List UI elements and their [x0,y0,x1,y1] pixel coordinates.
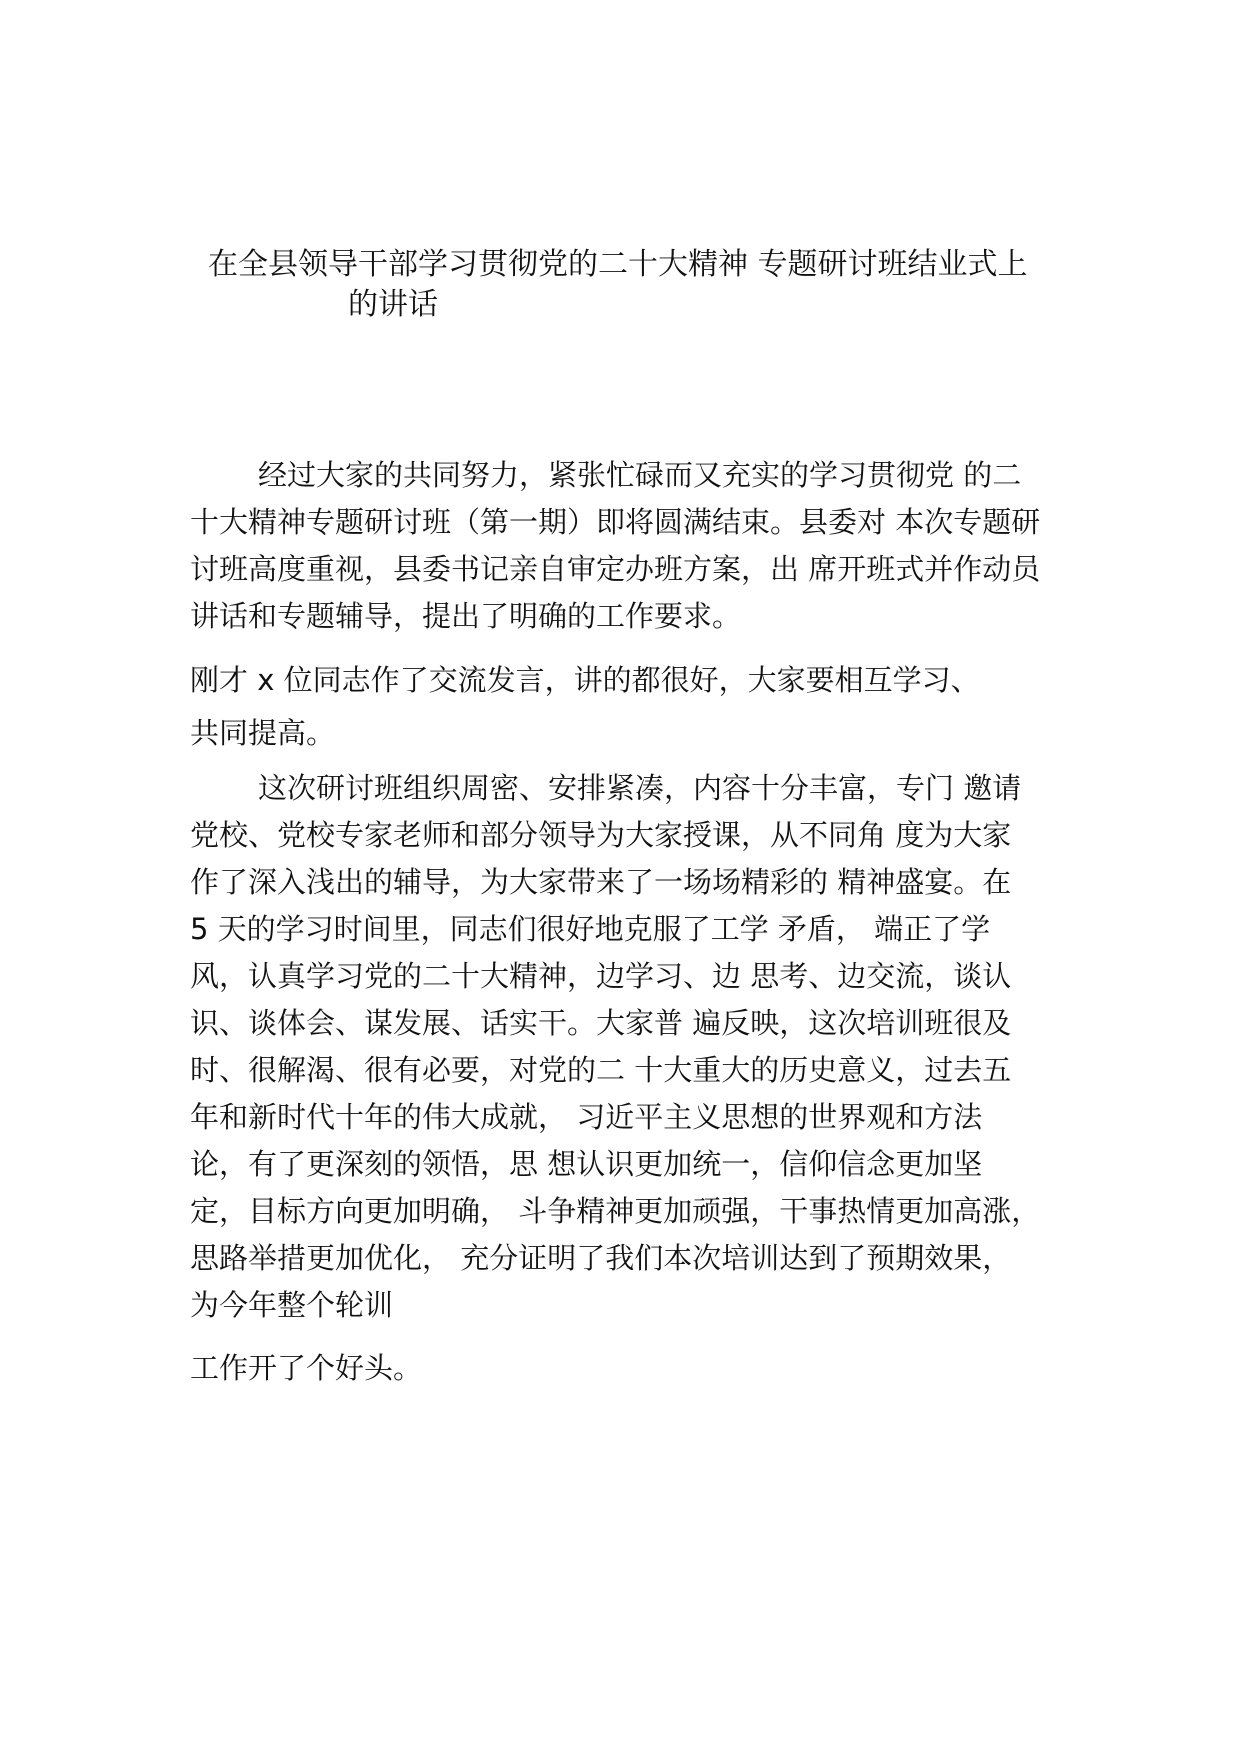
paragraph-4-line-1: 工作开了个好头。 [190,1351,423,1385]
paragraph-1-line-2: 十大精神专题研讨班（第一期）即将圆满结束。县委对 本次专题研 [190,505,1041,539]
paragraph-3-line-2: 党校、党校专家老师和部分领导为大家授课，从不同角 度为大家 [190,818,1012,852]
paragraph-3-line-9: 论，有了更深刻的领悟，思 想认识更加统一，信仰信念更加坚 [190,1147,983,1181]
paragraph-3-line-7: 时、很解渴、很有必要，对党的二 十大重大的历史意义，过去五 [190,1053,1012,1087]
paragraph-3-line-8: 年和新时代十年的伟大成就， 习近平主义思想的世界观和方法 [190,1100,983,1134]
paragraph-2-line-1: 刚才 x 位同志作了交流发言，讲的都很好，大家要相互学习、 [190,663,980,697]
paragraph-3-line-6: 识、谈体会、谋发展、话实干。大家普 遍反映，这次培训班很及 [190,1006,1012,1040]
paragraph-3-line-3: 作了深入浅出的辅导，为大家带来了一场场精彩的 精神盛宴。在 [190,865,1012,899]
paragraph-3-line-12: 为今年整个轮训 [190,1288,394,1322]
paragraph-3-line-11: 思路举措更加优化， 充分证明了我们本次培训达到了预期效果， [190,1241,1012,1275]
paragraph-3-line-4: 5 天的学习时间里，同志们很好地克服了工学 矛盾， 端正了学 [190,912,991,946]
document-title-line-1: 在全县领导干部学习贯彻党的二十大精神 专题研讨班结业式上 [208,247,1028,282]
document-title-line-2: 的讲话 [348,287,438,322]
paragraph-1-line-1: 经过大家的共同努力，紧张忙碌而又充实的学习贯彻党 的二 [258,458,1022,492]
paragraph-3-line-1: 这次研讨班组织周密、安排紧凑，内容十分丰富，专门 邀请 [258,771,1022,805]
paragraph-1-line-4: 讲话和专题辅导，提出了明确的工作要求。 [190,599,742,633]
paragraph-2-line-2: 共同提高。 [190,716,336,750]
paragraph-3-line-5: 风，认真学习党的二十大精神，边学习、边 思考、边交流，谈认 [190,959,1012,993]
paragraph-3-line-10: 定，目标方向更加明确， 斗争精神更加顽强，干事热情更加高涨， [190,1194,1041,1228]
paragraph-1-line-3: 讨班高度重视，县委书记亲自审定办班方案，出 席开班式并作动员 [190,552,1041,586]
